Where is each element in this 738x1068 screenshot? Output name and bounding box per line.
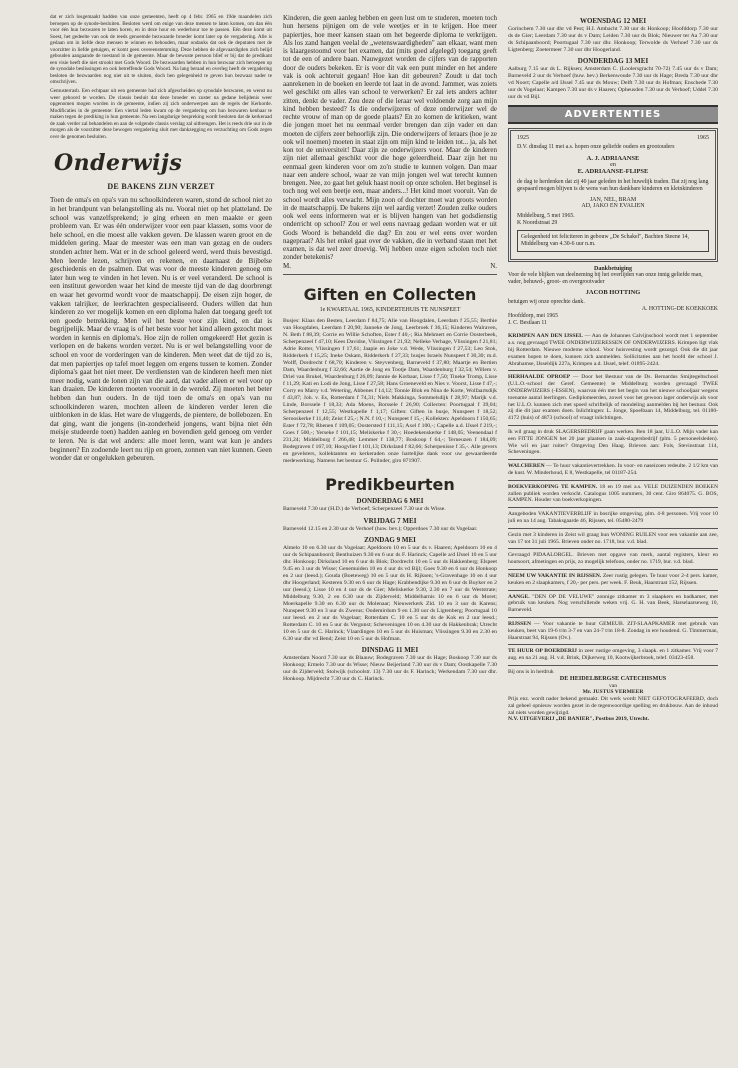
ad-title: TE HUUR OP BOERDERIJ [508,648,577,655]
classis-report-text: dat er zich losgemaakt hadden van onze gemeenten, heeft op 4 febr. 1965 en 19de maandelen zich beroepen op de synode-besluiten. Besloten werd om enige van deze mensen te laten komen, om dan één voor één hun bezwaren te laten horen, en in deze hour en wederhour toe te passen. Eén deze komt uit Soest, het gedeelte van ook de reeds genoemde bezwaarde broeder komt later op de vergadering. Alle is gedaan om in liefde deze mensen te winnen en behouden, maar ondanks dat ook de deputaten met de voorzitter in liefde getuigen, er komt geen overeenstemming. Deze hebben de afgevaardigden zich belijd gebouden aangaande de toestand in de gemeente. Maar de bewuste persoon blief er bij dat de predikant een visie heeft die niet strookt met Gods Woord. De bezwaarden hebben in hun bezwaar zich beroepen op de synodale beslissingen en ook betreffende Gods Woord. Na lang beraad en overleg heeft de vergadering besloten de bezwaarden nog niet uit te sluiten, doch hen gelegenheid te geven hun bezwaar nader te omschrijven. [50,14,272,86]
preek-day-heading: DONDERDAG 13 MEI [577,57,649,66]
dankbetuiging-place: Hoofddorp, mei 1965 [508,313,559,320]
article-signoff [283,262,497,270]
anniversary-kids-1: JAN, NEL, BRAM [589,197,637,204]
classified-ad [508,569,718,587]
classified-ad [508,480,718,504]
classified-ad [508,425,718,456]
section-heading-giften: Giften en Collecten [303,284,477,304]
ad-title: WALCHEREN [508,463,545,470]
year-right: 1965 [697,135,709,142]
ad-text: Gezin met 3 kinderen in Zeist wil graag hun WONING RUILEN voor een vakantie aan zee, van 17 tot 31 juli 1965. Brieven onder no. 1718, bur. v.d. blad. [508,531,718,545]
section-heading-predikbeurten: Predikbeurten [325,475,455,495]
ad-text: Aangeboden VAKANTIEVERBLIJF in bosrijke omgeving, plm. 4-8 personen. Vrij voor 10 juli en na 14 aug. Tabaksgaarde 46, Rijssen, tel. 05480-2479 [508,511,718,524]
dankbetuiging-text: Voor de vele blijken van deelneming bij het overlijden van onze innig geliefde man, vader, behuwd-, groot- en overgrootvader [508,272,703,286]
preek-day-text: Amsterdam Noord 7.30 uur ds Blaauw; Bodegraven 7.30 uur ds Hage; Boskoop 7.30 uur ds Honkoop; Ermelo 7.30 uur ds Wisse; Nieuw Beijerland 7.30 uur ds v Dam; Oostkapelle 7.30 uur ds Zijderveld; Stolwijk (schoolstr. 13) 7.30 uur ds F. Harinck; Werkendam 7.30 uur dhr. Honkoop. Mijdrecht 7.30 uur ds C. Harinck. [283,655,497,683]
classified-ad [508,528,718,546]
classified-ad [508,459,718,477]
ad-text: Gevraagd PIDAALORGEL. Brieven met opgave van merk, aantal registers, kleur en houtsoort, afmetingen en prijs, zo mogelijk telefoon, onder no. 1719, bur. v.d. blad. [508,552,718,566]
preek-day-heading: WOENSDAG 12 MEI [579,17,647,25]
preek-day-heading: ZONDAG 9 MEI [364,535,416,544]
dankbetuiging-address: J. C. Bestlaan 11 [508,320,547,327]
ad-text: 18 en 19 mei a.s. VELE DUIZENDEN BOEKEN zullen publiek worden verkocht. Catalogus 1005 nummers, 30 cent. Giro 864075. G. BOS, KAMPEN. Houder van boekverkopingen. [508,483,718,504]
classified-ad [508,330,718,367]
classis-report-text-2: Gemusterrasb. Een echtpaar uit een gemeente had zich afgescheiden op synodale bezwaren, en wenst nu weer gehoord te worden. De classis besluit dat deze broeder en zuster na gedane belijdenis weer opgenomen mogen worden in de gemeente, indien zij zich onderwerpen aan de regels der Kerkorde. Modificaties in de gemeente: Een viertal leden kwam op de vergadering om hun bezwaren kenbaar te maken tegen de prediking in hun gemeente. Na een langdurige bespreking wordt besloten dat de kerkeraad de zaak verder zal behandelen en aan de volgende classis verslag zal uitbrengen. Het is reeds drie uur in de morgen als de voorzitter deze bewogen vergadering sluit met dankzegging en verzuchting om Gods zegen over de genomen besluiten. [50,88,272,140]
book-intro: Bij ons is in herdruk [508,668,554,675]
anniversary-address: K Noordstraat 29 [517,220,558,227]
classified-ads [508,330,718,661]
book-ad [508,665,718,723]
dankbetuiging-heading: Dankbetuiging [593,266,632,273]
classified-ad [508,548,718,566]
preek-day-heading: DINSDAG 11 MEI [361,646,419,655]
classified-ad [508,644,718,662]
book-publisher: N.V. UITGEVERIJ „DE BANIER", Postbus 2019, Utrecht. [508,716,650,723]
signoff-right: N. [490,261,497,270]
classified-ad [508,590,718,614]
anniversary-name-2: E. ADRIAANSE-FLIPSE [577,168,649,176]
divider [283,274,497,275]
ad-title: AANGE. [508,593,530,600]
advertenties-banner: ADVERTENTIES [508,105,718,124]
preek-day-heading: VRIJDAG 7 MEI [363,516,417,525]
book-by-label: van [608,682,618,689]
ad-title: HERHAALDE OPROEP [508,374,571,381]
dankbetuiging-text-2: betuigen wij onze oprechte dank. [508,299,585,306]
ad-title: NEEM UW VAKANTIE IN RIJSSEN. [508,572,602,579]
classified-ad [508,507,718,525]
ad-text: — Aan de Johannes Calvijnschool wordt met 1 september a.s. nog gevraagd TWEE ONDERWIJZERESSEN OF ONDERWIJZERS. Krimpen ligt vlak bij Rotterdam. Nieuwe moderne school. Voor huisvesting wordt gezorgd. Ook die dit jaar examen hopen te doen, kunnen zich aanmelden. Sollicitaties aan het hoofd der school J. Abrahamse, IJsseldijk 227a, Krimpen a.d. IJssel, telef. 01895-2424. [508,333,718,367]
dankbetuiging-name: JACOB HOTTING [585,289,641,297]
ad-text: — Te huur vakantievertrekken. In voor- en naseizoen redeulte. 2 1/2 km van de kust. W. Minderhoud, E 8, Westkapelle, tel 01187-254. [508,463,718,476]
preek-day-text: Barneveld 12.15 en 2.30 uur ds Verhoef (huw. bev.); Opperdoes 7.30 uur ds Vogelaar. [283,525,478,532]
year-left: 1925 [517,135,529,142]
preek-day-text: Aalburg 7.15 uur ds L. Rijksen; Amsterdam C. (Loolersgracht 70-72) 7.45 uur ds v Dam; Barneveld 2 uur ds Verhoef (huw. bev.) Berkenwoude 7.30 uur ds Hage; Breda 7.30 uur dhr vd Noort; Capelle a/d IJssel 7.45 uur ds Mouw; Delft 7.30 uur ds Hofman; Enschede 7.30 uur ds Vogelaar; Kampen 7.30 uur ds v Haaren; Opheusden 7.30 uur ds Verhoef; Uddel 7.30 uur ds vd Bijl. [508,66,718,101]
section-heading-onderwijs: Onderwijs [54,150,183,177]
ad-title: BOEKVERKOPING TE KAMPEN. [508,483,598,490]
ad-text: — Door het Bestuur van de Ds. Bernardus Smijtegeltschool (U.L.O.-school der Geref. Gemeente) te Middelburg worden gevraagd TWEE ONDERWIJZERS (-ESSEN), waarvan één met het begin van het nieuwe schooljaar wegens toename aantal leerlingen. Gediplomeerden, zowel voor het gewoon lager onderwijs als voor het U.L.O. kunnen zich met spoed schriftelijk of mondeling aanmelden bij het bestuur. Ook zij die dit jaar examen doen. Inlichtingen: L. Jonge, Spoelbaan 14, Middelburg, tel. 01180-4172 (huis) of 4873 (school) of vraagt inlichtingen. [508,374,718,422]
article-subheading: DE BAKENS ZIJN VERZET [107,182,215,192]
anniversary-en: en [610,162,616,169]
anniversary-years [517,135,709,141]
article-body-continued: Kinderen, die geen aanleg hebben en geen lust om te studeren, moeten toch hun hersens pijnigen om de vele weetjes er in te krijgen. Hoe meer papiertjes, hoe meer kansen staan om het begeerde diploma te verkrijgen. Als los zand hangen veelal de „wetenswaardigheden" aan elkaar, want men is klaargestoomd voor het examen, dat (mits goed afgelegd) toegang geeft tot de een of andere baan. Nauwgezet worden de cijfers van de rapporten door de ouders bekeken. Er is voor dit vak een punt minder en het andere vak is ook achteruit gegaan! Hoe kan dit gebeuren? Zoudt u dat toch aanrekenen in de boeken en leerde tot laat in de avond. Jammer, was zoiets wel geschikt om alles van school te verwerken? Er zal iets anders achter zitten, denkt de vader. Zou deze of die leraar wel voldoende zorg aan mijn kind hebben besteed? Is die onderwijzeres of deze onderwijzer wel de rechte vrouw of man op de goede plaats? En zo komen de kritieken, want die jongen moet het nu eenmaal verder brengen dan zijn vader en dan moeten de cijfers zeer behoorlijk zijn. Die onderwijzers of leraars (hoe je ze ook wil noemen) moeten in staat zijn om mijn kind te leiden tot... ja, als het kon tot de universiteit! Daar zijn ze onderwijzers voor. Maar de kinderen zijn niet allemaal geschikt voor die hoge geleerdheid. Daar zijn het nu eenmaal geen kinderen voor om zo'n studie te kunnen volgen. Dan maar naar een andere school, waar ze van mijn jongen wel wat terecht kunnen brengen. Nee, zo gaat het geluk haast nooit op onze scholen. Het beginsel is toch nog wel een beetje een, maar anders...! Het kind moet vooruit. Van de school wordt alles verwacht. Mijn zoon of dochter moet wat groots worden in de maatschappij. De bakens zijn wel aardig verzet! Zouden zulke ouders ook wel eens informeren wat er is blijven hangen van het godsdienstig onderricht op school? Zou er wel eens navraag gedaan worden wat er uit Gods Woord is behandeld die dag? En zou er wel eens over worden nagepraat? Als het enkel gaat over de vakken, die in verband staan met het examen, is dat wel zeer droevig. Wij hebben onze eigen scholen toch niet zonder betekenis? [283,14,497,262]
preek-day-text: Barneveld 7.30 uur (H.D.) de Verhoef; Scherpenzeel 7.30 uur ds Wisse. [283,506,446,513]
ad-text: — Voor vakantie te huur GEMEUB. ZIT-SLAAPKAMER met gebruik van keuken, beet van 19-6 t/m 3-7 en van 24-7 t/m 18-8. Zondag in ere houdend. G. Timmerman, Haarstraat 94, Rijssen (Ov.). [508,620,718,641]
preek-day-text: Gorinchem 7.30 uur dhr vd Pest; H.I. Ambacht 7.30 uur ds Honkoop; Hoofddorp 7.30 uur ds de Gier; Leerdam 7.30 uur ds v Dam; Leiden 7.30 uur ds Blok; Nieuwer ter Aa 7.30 uur ds Schipaanboord; Poortugaal 7.30 uur dhr. Honkoop; Terwolde ds Verhoef 7.30 uur ds Ligtenberg; Zoetermeer 7.30 uur dhr Hoogerland. [508,26,718,54]
ad-title: KRIMPEN AAN DEN IJSSEL [508,333,583,340]
ad-text: in zeer rustige omgeving, 3 slaapk. en 1 zitkamer. Vrij voor 7 aug. en na 21 aug. H. v.d. Brink, Dijkerweg 10, Kootwijkerbroek, telef. 03423-458. [508,648,718,662]
ad-title: RIJSSEN [508,620,532,627]
classified-ad [508,617,718,641]
classified-ad [508,370,718,422]
giften-subheading: 1e KWARTAAL 1965, KINDERTEHUIS TE NUNSPEET [319,306,461,313]
dankbetuiging-sign: A. HOTTING-DE KOEKKOEK [641,306,718,313]
giften-text: Busjes: Klaas den Besten, Leerdam f 84,75; Alie van Hoogdalen, Leerdam f 25,55; Berthie van Hoogdalen, Leerdam f 20,90; Janneke de Jong, Leerbroek f 36,15; Kinderen Walraven, N. Beth f 88,39; Corrie en Willie Schoften, Ester f 40,-; Ria Mehmert en Corrie Oosterbeek, Scherpenzeel f 47,10; Kees Davidse, Vlissingen f 21,92; Nelleke Verhage, Vlissingen f 21,81; Adrie Rotter, Vlissingen f 17,61; Jaapie en Joke v.d. Wede, Vlissingen f 27,53; Leo Stok, Ridderkerk f 15,25; Ineke Oskam, Ridderkerk f 27,33; busjes Israels Nunspeet f 30,30; m.d. Wolff, Dordrecht f 68,70; Kinderen v. Steyvenberg, Barneveld f 37,80; Maartje en Bertien Dam, Waardenburg f 32,66; Aartie de Jong en Tootje Dam, Waardenburg f 32,54; Willem v. Driel van Brukel, Waardenburg f 26,09; Jannie de Korbaar, Lisse f 7,50; Tineke Tromp, Lisse f 11,29; Kati en Lodi de Jong, Lisse f 27,58; Hans Groeneveld en Nies v. Voorst, Lisse f 47,-; Corry en Marry v.d. Wetering, Abbenes f 14,12; Tonnie Blok en Nina de Korte, Wolfaartsdijk f 43,87; Joh. v. Es, Rotterdam f 74,31; Niels Makkinga, Sommelsdijk f 28,97; Marijk v.d. Linde, Borssele f 18,33; Ada Moens, Borssele f 26,90; Collecten: Poortugaal f 39,04; Scherpenzeel f 12,55; Westkapelle f 1,17; Giften: Giften in busje, Nunspeet f 18,52; Serooskerke f 11,40; Zeist f 25,-; N.N. f 10,-; Nunspeet f 15,-; Kollekten: Apeldoorn f 150,65; Ester f 72,78; Rhenen f 109,05; Oostersted f 111,15; Axel f 100,-; Capelle a.d. IJssel f 219,-; Goes f 500,-; Yerseke f 101,15; Meliskerke f 30,-; Hoedekenskerke f 148,05; Veenendaal f 231,24; Middelburg f 266,48; Lemmer f 138,77; Boskoop f 64,-; Terneuzen f 184,09; Bodegraven f 167,10; Hoogvliet f 101,13; Dirksland f 82,66; Scherpenisse f 35,-. Alle gevers en gevelsters, kollektanten en kerkeraden onze hartelijke dank voor uw gewaardeerde medewerking. Namens het bestuur G. Polinder, giro 871907. [283,317,497,465]
ad-text: Ik wil graag in druk SLAGERSBEDRIJF gaan werken. Ben 18 jaar, U.L.O. Mijn vader kan een FITTE JONGEN het 20 jaar plaatsen in zaak-slagersbedrijf (plm. 5 personeelsleden). Wie wil en jaar ruiter? Omgeving Den Haag. Brieven aan: Fols, Stevinstraat 114, Scheveningen. [508,428,718,456]
book-text: Prijs enz. wordt nader bekend gemaakt. Dit werk wordt NIET GEFOTOGRAFEERD, doch zal geheel opnieuw worden gezet in de tegenwoordige spelling en drukbouw. Aan de inhoud zal niets worden gewijzigd. [508,696,718,716]
book-title: DE HEIDELBERGSE CATECHISMUS [559,674,667,682]
ad-text: Zeer rustig gelegen. Te huur voor 2-4 pers. kamer, keuken en 2 slaapkamers, f 20,- per pers. per week. F. Beuk, Haarstraat 152, Rijssen. [508,572,718,586]
signoff-left: M. [283,261,291,270]
anniversary-intro: D.V. dinsdag 11 mei a.s. hopen onze geliefde ouders en grootouders [517,144,675,151]
anniversary-kids-2: AD, JAKO EN EVALIEN [581,203,645,210]
book-author: Mr. JUSTUS VERMEER [582,689,644,696]
anniversary-notice [508,128,718,262]
column-left [50,14,272,463]
column-middle [283,14,497,683]
anniversary-reception: Gelegenheid tot feliciteren in gebouw „De Schakel", Bachten Steene 14, Middelburg van 4.30-6 uur n.m. [517,230,709,252]
preek-day-heading: DONDERDAG 6 MEI [356,497,424,506]
anniversary-text: de dag te herdenken dat zij 40 jaar geleden in het huwelijk traden. Dat zij nog lang gespaard mogen blijven is de wens van hun dankbare kinderen en kleinkinderen [517,179,709,193]
anniversary-place: Middelburg, 5 mei 1965. [517,213,575,220]
article-body: Toen de oma's en opa's van nu schoolkinderen waren, stond de school niet zo in het brandpunt van belangstelling als nu. Vooral niet op het platteland. De school was vanzelfsprekend; je ging erheen en men maakte er geen probleem van. Er was één onderwijzer voor een paar klassen, soms voor de hele school, en die moest alle vakken geven. De klassen waren groot en de middelen gering. Maar de meester was een man van gezag en de ouders stonden achter hem. Wat er in de school geleerd werd, werd thuis bevestigd. Men leerde lezen, schrijven en rekenen, en daarnaast de Bijbelse geschiedenis en de psalmen. Dat was voor de meeste kinderen genoeg om later hun weg te vinden in het leven. Nu is er veel veranderd. De school is een instituut geworden waar het kind de meeste tijd van de dag doorbrengt en waar het gevormd wordt voor de maatschappij. De eisen zijn hoger, de vakken talrijker, de leerkrachten gespecialiseerd. Ouders willen dat hun kinderen zo ver mogelijk komen en een diploma halen dat toegang geeft tot een goede betrekking. Men wil het beste voor zijn kind, en dat is begrijpelijk. Maar de vraag is of het beste voor het kind alleen gezocht moet worden in kennis en diploma's. Hoe zijn de rollen omgekeerd! Het gezin is verlopen en de bakens worden verzet. Nu is er wel belangstelling voor de school en voor de vorderingen van de kinderen. Men weet dat de tijd zo is, dat men papiertjes op tafel moet leggen om ergens tussen te komen. Zonder diploma's gaat het niet meer. De verdiensten van de kinderen heeft men niet meer nodig, want de lonen zijn van die aard, dat vader alleen er wel voor op kan draaien. De kinderen moeten vooruit in de wereld. Zij moeten het beter hebben dan hun ouders. In de tijd toen de oma's en opa's van nu schoolkinderen waren, mochten alleen de kinderen verder leren die uitblonken in de klas. Het ware de vluggerds, de pientere, de bollebozen. En dat ging, want die jongens (in-zonderheid jongens, want bijna niet één meisje studeerde toen) hadden aanleg en bovendien geld genoeg om verder te leren. Nu is dat wel anders: alle moet leren, want wat kun je anders beginnen? En zodoende leert nu rijp en groen, zonnen van niet kunnen. Geen wonder dat er ongelukken gebeuren. [50,196,272,463]
preek-day-text: Almelo 10 en 6.30 uur ds Vogelaar; Apeldoorn 10 en 5 uur ds v. Haaren; Apeldoorn 10 en 4 uur ds Schipaanboord; Benthuizen 9.30 en 6 uur ds F. Harinck; Capelle a/d IJssel 10 en 5 uur dhr. Honkoop; Dirksland 10 en 6 uur ds Blok; Dordrecht 10 en 5 uur ds Hakkenberg; Elspeet 9.45 en 3 uur ds Wisse; Genemuiden 10 en 4 uur ds vd Bijl; Goes 9.30 en 6 uur ds Honkoop en 2 uur (leesd.); Gouda (Boeteweg) 10 en 5 uur ds H. Rijksen; 's-Gravenhage 10 en 4 uur dhr Hoogerland; Kesteren 9.30 en 6 uur ds Hage; Krabbendijke 9.30 en 6 uur ds Buyker en 2 uur (leesd.); Lisse 10 en 4 uur ds de Gier; Meliskerke 9.30, 2.30 en 7 uur ds Weststrate; Middelburg 9.30, 2 en 6.30 uur ds Zijderveld; Middelharnis 10 en 6 uur ds Moret; Moerkapelle 9.30 en 6.30 uur ds Molenaar; Nieuwerkerk Zld. 10 en 3 uur ds Karens; Nunspeet 9.30 en 3 uur ds Zwerus; Oudemirdum 9 en 1.30 uur ds Ligtenberg; Poortugaal 10 uur leesd. en 2 uur ds Vogelaar; Rotterdam C. 10 en 5 uur ds de Kok en 2 uur leesd.; Rotterdam C. 10 en 5 uur ds Vergunst; Scheveningen 10 en 4.30 uur ds Hakkenbrak; Utrecht 10 en 5 uur ds C. Harinck; Vlaardingen 10 en 5 uur ds Huisman; Vlissingen 9.30 en 2.30 en 6.30 uur dhr vd Bend; Zeist 10 en 5 uur ds Hofman. [283,544,497,643]
column-right [508,14,718,723]
anniversary-name-1: A. J. ADRIAANSE [586,155,640,163]
ad-text: "DEN OP DE VELUWE" zonnige zitkamer m 3 slaapkers en badkamer, met gebruik van keuken. Nog verschillende weken vrij. G. H. van Beek, Harselaarseweg 10, Barneveld. [508,593,718,614]
